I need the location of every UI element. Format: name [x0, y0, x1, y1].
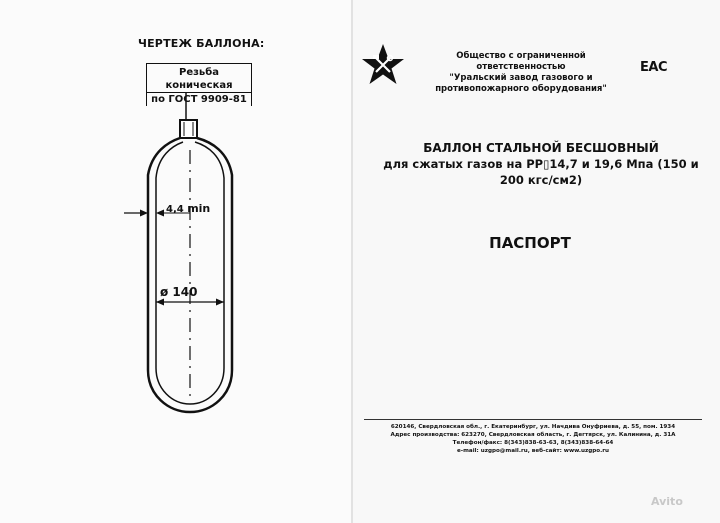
thread-label-line2: по ГОСТ 9909-81	[147, 92, 251, 106]
drawing-title: ЧЕРТЕЖ БАЛЛОНА:	[138, 37, 265, 50]
company-line1: Общество с ограниченной ответственностью	[456, 51, 586, 72]
diameter-label: ø 140	[160, 285, 198, 299]
footer-web: e-mail: uzgpo@mail.ru, веб-сайт: www.uzgpo.ru	[456, 448, 610, 454]
company-name	[412, 51, 630, 95]
footer-address: 620146, Свердловская обл., г. Екатеринбург, ул. Начдива Онуфриева, д. 55, пом. 1934	[390, 424, 676, 430]
footer-contacts	[364, 423, 702, 455]
wall-thickness-value: 4,4	[166, 204, 184, 215]
product-title	[382, 140, 700, 188]
footer-production: Адрес производства: 623270, Свердловская область, г. Дегтярск, ул. Калинина, д. 31А	[390, 432, 676, 438]
thread-label-line1: Резьба коническая	[165, 67, 233, 91]
avito-watermark: Avito	[651, 495, 683, 508]
footer-phone: Телефон/факс: 8(343)838-63-63, 8(343)838-64-64	[452, 440, 614, 446]
product-line1: БАЛЛОН СТАЛЬНОЙ БЕСШОВНЫЙ	[423, 141, 659, 155]
cylinder-drawing	[0, 0, 352, 523]
company-line2: "Уральский завод газового и противопожарного оборудования"	[435, 73, 607, 94]
footer-divider	[364, 419, 702, 420]
star-hammer-wrench-logo-icon	[360, 42, 406, 88]
eac-mark: EAC	[640, 60, 667, 75]
wall-thickness-label	[166, 202, 210, 215]
product-line2: для сжатых газов на PP▯14,7 и 19,6 Мпа (150 и 200 кгс/см2)	[383, 157, 699, 187]
wall-thickness-unit: min	[187, 202, 211, 215]
passport-title: ПАСПОРТ	[489, 234, 571, 252]
